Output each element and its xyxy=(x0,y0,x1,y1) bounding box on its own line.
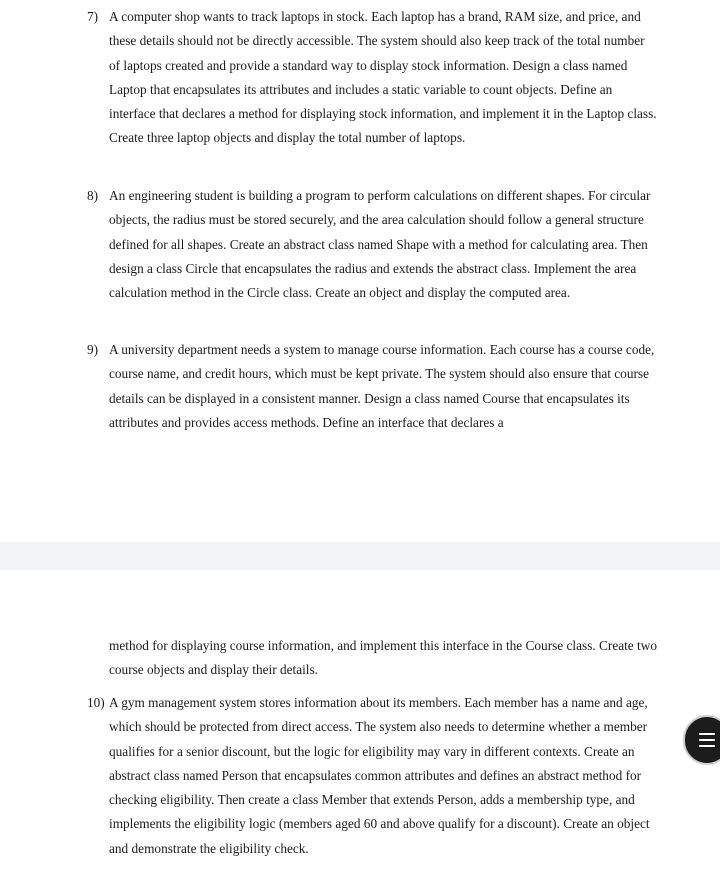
question-text: A computer shop wants to track laptops in stock. Each laptop has a brand, RAM size, and price, and these details should not be directly accessible. The system should also keep track of the total number of laptops created and provide a standard way to display stock information. Design a class named Laptop that encapsulates its attributes and includes a static variable to count objects. Define an interface that declares a method for displaying stock information, and implement it in the Laptop class. Create three laptop objects and display the total number of laptops. xyxy=(109,9,657,146)
question-text: A gym management system stores information about its members. Each member has a name and age, which should be protected from direct access. The system also needs to determine whether a member qualifies for a senior discount, but the logic for eligibility may vary in different contexts. Create an abstract class named Person that encapsulates common attributes and defines an abstract method for checking eligibility. Then create a class Member that extends Person, adds a membership type, and implements the eligibility logic (members aged 60 and above qualify for a discount). Create an object and demonstrate the eligibility check. xyxy=(109,695,650,856)
question-10 xyxy=(87,691,657,861)
question-9 xyxy=(87,338,657,435)
question-number: 10) xyxy=(87,695,105,710)
question-number: 8) xyxy=(87,188,99,203)
page-separator xyxy=(0,542,720,570)
question-text: A university department needs a system to manage course information. Each course has a course code, course name, and credit hours, which must be kept private. The system should also ensure that course details can be displayed in a consistent manner. Design a class named Course that encapsulates its attributes and provides access methods. Define an interface that declares a xyxy=(109,342,655,430)
question-number: 7) xyxy=(87,9,99,24)
question-text: method for displaying course information, and implement this interface in the Course class. Create two course objects and display their details. xyxy=(109,638,657,678)
question-7 xyxy=(87,5,657,151)
question-number: 9) xyxy=(87,342,99,357)
question-9-continuation xyxy=(87,634,657,683)
question-8 xyxy=(87,184,657,305)
hamburger-menu-icon xyxy=(699,733,715,747)
question-text: An engineering student is building a program to perform calculations on different shapes. For circular objects, the radius must be stored securely, and the area calculation should follow a general structure defined for all shapes. Create an abstract class named Shape with a method for calculating area. Then design a class Circle that encapsulates the radius and extends the abstract class. Implement the area calculation method in the Circle class. Create an object and display the computed area. xyxy=(109,188,651,301)
